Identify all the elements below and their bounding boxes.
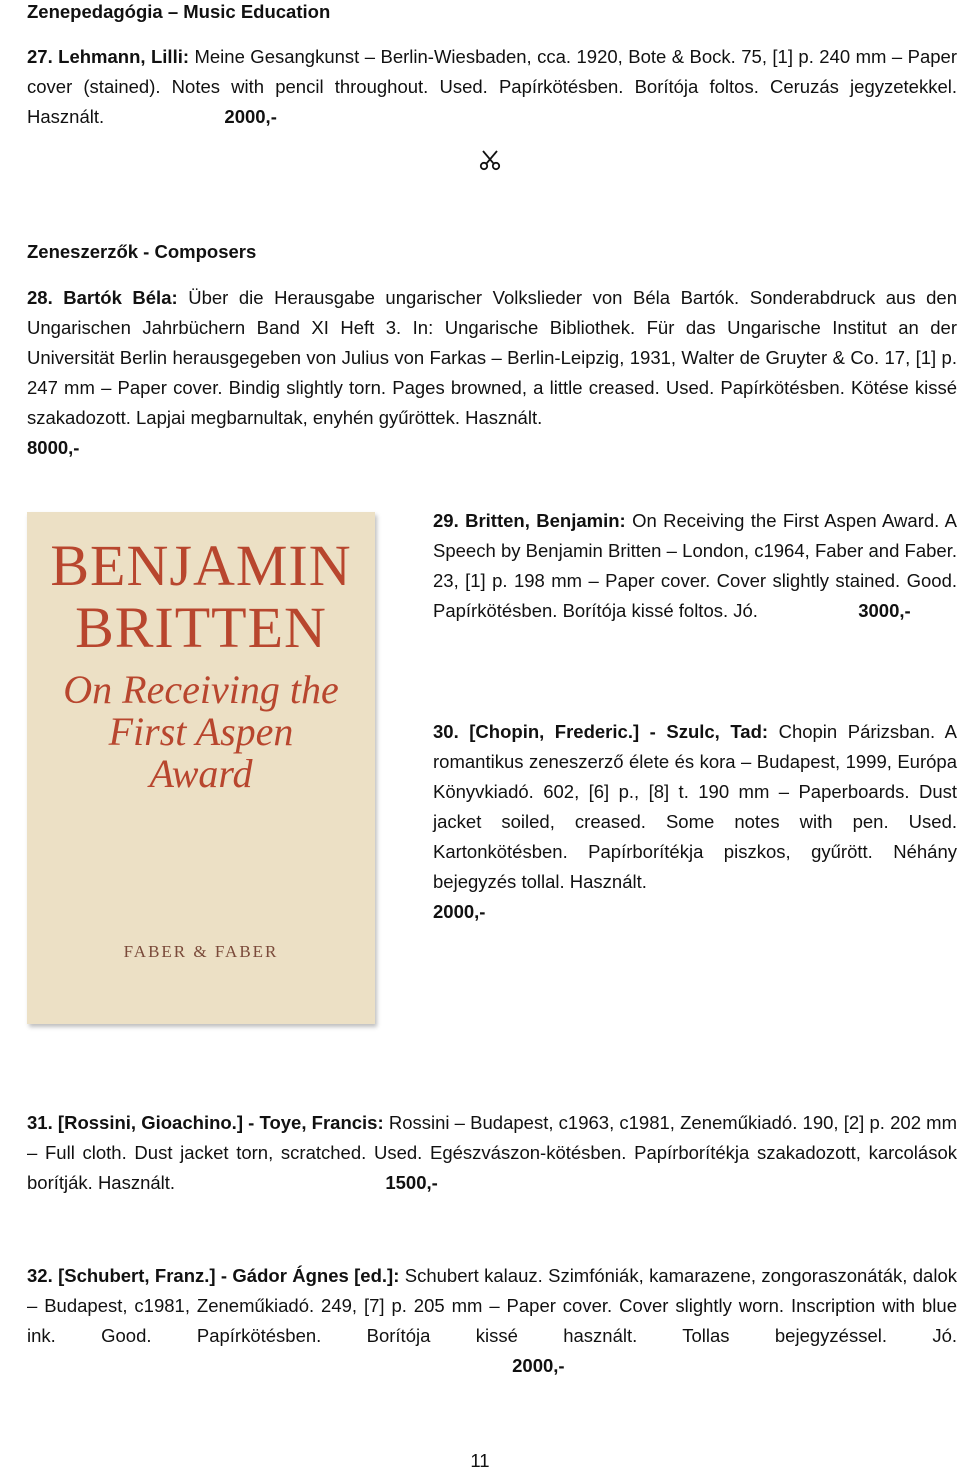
item-number: 31. <box>27 1112 53 1133</box>
item-description: Über die Herausgabe ungarischer Volkslieder von Béla Bartók. Sonderabdruck aus den Ungarischen Jahrbüchern Band XI Heft 3. In: Ungarische Bibliothek. Für das Ungarische Institut an der Universität Berlin herausgegeben von Julius von Farkas – Berlin-Leipzig, 1931, Walter de Gruyter & Co. 17, [1] p. 247 mm – Paper cover. Bindig slightly torn. Pages browned, a little creased. Used. Papírkötésben. Kötése kissé szakadozott. Lapjai megbarnultak, enyhén gyűröttek. Használt. <box>27 287 957 428</box>
item-author: [Chopin, Frederic.] - Szulc, Tad: <box>469 721 769 742</box>
item-author: [Schubert, Franz.] - Gádor Ágnes [ed.]: <box>58 1265 400 1286</box>
item-author: Lehmann, Lilli: <box>58 46 190 67</box>
item-description: Rossini – Budapest, c1963, c1981, Zeneműkiadó. 190, [2] p. 202 mm – Full cloth. Dust jacket torn, scratched. Used. Egészvászon-kötésben. Papírborítékja szakadozott, karcolások borítják. Használt. <box>27 1112 957 1193</box>
cover-title-line: BRITTEN <box>75 595 327 660</box>
cover-subtitle-line: Award <box>149 751 253 796</box>
catalog-item-31 <box>27 1108 957 1198</box>
item-description: Schubert kalauz. Szimfóniák, kamarazene, zongoraszonáták, dalok – Budapest, c1981, Zeneműkiadó. 249, [7] p. 205 mm – Paper cover. Cover slightly worn. Inscription with blue ink. Good. Papírkötésben. Borítója kissé használt. Tollas bejegyzéssel. Jó. <box>27 1265 957 1346</box>
item-price: 2000,- <box>433 901 486 922</box>
item-author: [Rossini, Gioachino.] - Toye, Francis: <box>57 1112 384 1133</box>
book-cover-image <box>27 512 375 1024</box>
scissors-icon <box>478 148 502 172</box>
item-number: 32. <box>27 1265 53 1286</box>
item-number: 29. <box>433 510 459 531</box>
item-description: Chopin Párizsban. A romantikus zeneszerző élete és kora – Budapest, 1999, Európa Könyvkiadó. 602, [6] p., [8] t. 190 mm – Paperboards. Dust jacket soiled, creased. Some notes with pen. Used. Kartonkötésben. Papírborítékja piszkos, gyűrött. Néhány bejegyzés tollal. Használt. <box>433 721 958 892</box>
item-price: 1500,- <box>385 1172 438 1193</box>
item-number: 28. <box>27 287 53 308</box>
item-number: 27. <box>27 46 53 67</box>
item-author: Britten, Benjamin: <box>465 510 626 531</box>
item-description: Meine Gesangkunst – Berlin-Wiesbaden, cca. 1920, Bote & Bock. 75, [1] p. 240 mm – Paper cover (stained). Notes with pencil throughout. Used. Papírkötésben. Borítója foltos. Ceruzás jegyzetekkel. Használt. <box>27 46 958 127</box>
cover-subtitle-line: On Receiving the <box>63 667 339 712</box>
item-number: 30. <box>433 721 459 742</box>
section-heading-music-education: Zenepedagógia – Music Education <box>27 1 331 22</box>
item-price: 8000,- <box>27 437 80 458</box>
cover-title-line: BENJAMIN <box>50 533 352 598</box>
cover-subtitle-line: First Aspen <box>108 709 294 754</box>
item-author: Bartók Béla: <box>63 287 178 308</box>
catalog-item-32 <box>27 1261 957 1381</box>
item-price: 3000,- <box>858 600 911 621</box>
item-description: On Receiving the First Aspen Award. A Speech by Benjamin Britten – London, c1964, Faber and Faber. 23, [1] p. 198 mm – Paper cover. Cover slightly stained. Good. Papírkötésben. Borítója kissé foltos. Jó. <box>433 510 957 621</box>
item-price: 2000,- <box>224 106 277 127</box>
catalog-item-30 <box>433 717 957 927</box>
item-price: 2000,- <box>512 1355 565 1376</box>
catalog-item-27 <box>27 42 957 132</box>
page-number: 11 <box>470 1450 490 1471</box>
section-heading-composers: Zeneszerzők - Composers <box>27 241 257 262</box>
catalog-item-28 <box>27 283 957 463</box>
catalog-item-29 <box>433 506 957 626</box>
cover-publisher: FABER & FABER <box>123 942 279 961</box>
